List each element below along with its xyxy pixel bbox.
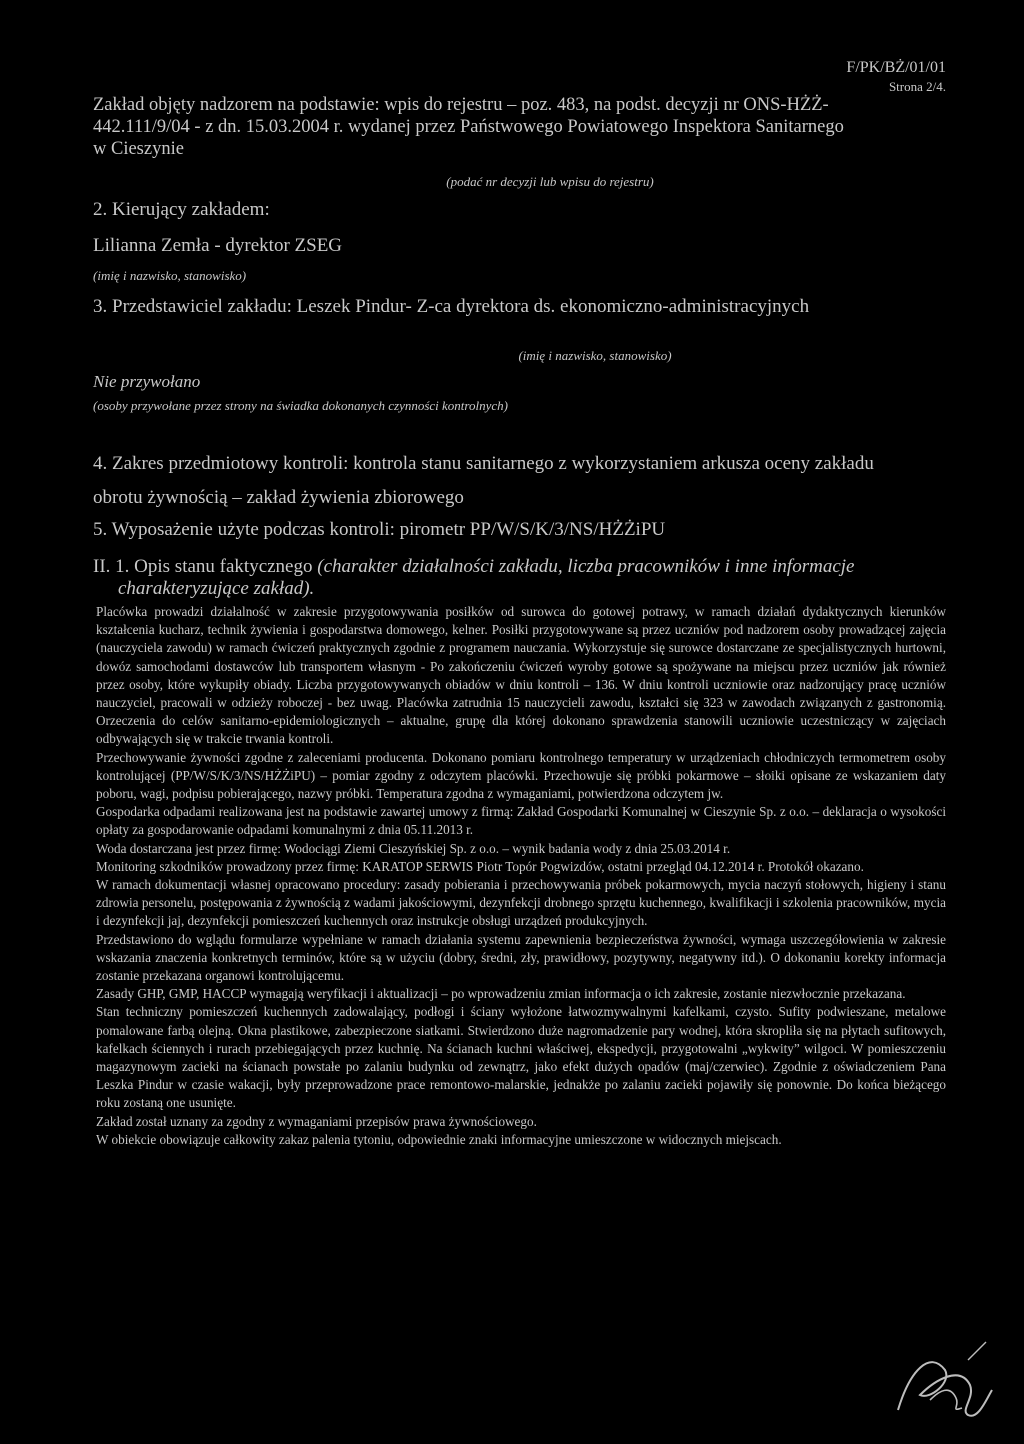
opis-heading	[93, 556, 948, 600]
zakres-line-1: 4. Zakres przedmiotowy kontroli: kontrola stanu sanitarnego z wykorzystaniem arkusza oceny zakładu	[93, 453, 874, 474]
opis-body	[96, 603, 946, 1149]
kierujacy-caption: (imię i nazwisko, stanowisko)	[93, 268, 247, 283]
opis-paragraph: Przechowywanie żywności zgodne z zaleceniami producenta. Dokonano pomiaru kontrolnego temperatury w urządzeniach chłodniczych termometrem osoby kontrolującej (PP/W/S/K/3/NS/HŻŻiPU) – pomiar zgodny z odczytem placówki. Przechowuje się próbki pokarmowe – słoiki opisane ze wskazaniem daty poboru, wagi, podpisu pobierającego, nazwy próbki. Temperatura zgodna z wymaganiami, potwierdzona odczytem jw.	[96, 749, 946, 802]
zaklad-line-1: Zakład objęty nadzorem na podstawie: wpis do rejestru – poz. 483, na podst. decyzji nr ONS-HŻŻ-	[93, 95, 829, 115]
opis-paragraph: Zakład został uznany za zgodny z wymaganiami przepisów prawa żywnościowego.	[96, 1113, 537, 1129]
wyposazenie-line: 5. Wyposażenie użyte podczas kontroli: pirometr PP/W/S/K/3/NS/HŻŻiPU	[93, 519, 666, 540]
opis-paragraph: Przedstawiono do wglądu formularze wypełniane w ramach działania systemu zapewnienia bezpieczeństwa żywności, wymaga uszczegółowienia w zakresie wskazania znaczenia konkretnych terminów, które są w użyciu (dobry, średni, zły, prawidłowy, pozytywny, negatywny itd.). O dokonaniu korekty informacja zostanie przekazana organowi kontrolującemu.	[96, 931, 946, 984]
przedstawiciel-caption: (imię i nazwisko, stanowisko)	[518, 348, 672, 363]
opis-paragraph: W ramach dokumentacji własnej opracowano procedury: zasady pobierania i przechowywania próbek pokarmowych, mycia naczyń stołowych, higieny i stanu zdrowia personelu, postępowania z żywnością z wadami jakościowymi, dezynfekcji drobnego sprzętu kuchennego, kwalifikacji i szkolenia pracowników, mycia i dezynfekcji jaj, dezynfekcji pomieszczeń kuchennych oraz instrukcje obsługi urządzeń produkcyjnych.	[96, 877, 946, 929]
opis-italic-2: charakteryzujące zakład).	[118, 578, 315, 599]
opis-paragraph: Gospodarka odpadami realizowana jest na podstawie zawartej umowy z firmą: Zakład Gospodarki Komunalnej w Cieszynie Sp. z o.o. – deklaracja o wysokości opłaty za gospodarowanie odpadami komunalnymi z dnia 05.11.2013 r.	[96, 804, 946, 838]
document-code: F/PK/BŻ/01/01	[846, 59, 946, 76]
przedstawiciel-label: 3. Przedstawiciel zakładu: Leszek Pindur- Z-ca dyrektora ds. ekonomiczno-administracyjnych	[93, 296, 810, 317]
opis-paragraph: Zasady GHP, GMP, HACCP wymagają weryfikacji i aktualizacji – po wprowadzeniu zmian informacja o ich zakresie, zostanie niezwłocznie przekazana.	[96, 986, 906, 1002]
zaklad-caption: (podać nr decyzji lub wpisu do rejestru)	[446, 174, 654, 189]
zaklad-line-3: w Cieszynie	[93, 139, 184, 159]
opis-label: II. 1. Opis stanu faktycznego	[93, 556, 313, 577]
kierujacy-label: 2. Kierujący zakładem:	[93, 199, 270, 220]
opis-italic: (charakter działalności zakładu, liczba pracowników i inne informacje	[317, 556, 855, 577]
signature-icon	[890, 1340, 1000, 1430]
przywolane-caption: (osoby przywołane przez strony na świadka dokonanych czynności kontrolnych)	[93, 398, 508, 413]
zaklad-line-2: 442.111/9/04 - z dn. 15.03.2004 r. wydanej przez Państwowego Powiatowego Inspektora Sanitarnego	[93, 117, 844, 137]
przywolane-value: Nie przywołano	[93, 372, 201, 391]
document-header	[846, 58, 946, 96]
opis-paragraph: Placówka prowadzi działalność w zakresie przygotowywania posiłków od surowca do gotowej potrawy, w ramach działań dydaktycznych kierunków kształcenia kucharz, technik żywienia i gospodarstwa domowego, kelner. Posiłki przygotowywane są przez uczniów pod nadzorem osoby prowadzącej zajęcia (nauczyciela zawodu) w ramach ćwiczeń praktycznych zgodnie z programem nauczania. Wykorzystuje się surowce dostarczane ze specjalistycznych hurtowni, dowóz samochodami dostawców lub transportem własnym - Po zakończeniu ćwiczeń wyroby gotowe są spożywane na miejscu przez uczniów jak również przez osoby, które wykupiły obiady. Liczba przygotowywanych obiadów w dniu kontroli – 136. W dniu kontroli uczniowie oraz nadzorujący pracę uczniów nauczyciel, pracowali w odzieży roboczej - bez uwag. Placówka zatrudnia 15 nauczycieli zawodu, kształci się 323 w zawodach związanych z gastronomią. Orzeczenia do celów sanitarno-epidemiologicznych – aktualne, grupę dla której dokonano sprawdzenia stanowili uczniowie uczestniczący w zajęciach odbywających się w trakcie trwania kontroli.	[96, 604, 946, 747]
zakres-line-2: obrotu żywnością – zakład żywienia zbiorowego	[93, 487, 464, 508]
page-number: Strona 2/4.	[888, 79, 946, 94]
opis-paragraph: Woda dostarczana jest przez firmę: Wodociągi Ziemi Cieszyńskiej Sp. z o.o. – wynik badania wody z dnia 25.03.2014 r.	[96, 840, 731, 856]
opis-paragraph: Stan techniczny pomieszczeń kuchennych zadowalający, podłogi i ściany wyłożone łatwozmywalnymi kafelkami, czysto. Sufity podwieszane, metalowe pomalowane farbą olejną. Okna plastikowe, zabezpieczone siatkami. Stwierdzono duże nagromadzenie pary wodnej, która skropliła się na płytach sufitowych, kafelkach ściennych i rurach przebiegających przez kuchnię. Na ścianach kuchni właściwej, ekspedycji, przygotowalni „wykwity” wilgoci. W pomieszczeniu magazynowym zacieki na ścianach powstałe po zalaniu budynku od zewnątrz, jako efekt dużych opadów (maj/czerwiec). Zgodnie z oświadczeniem Pana Leszka Pindur w czasie wakacji, były przeprowadzone prace remontowo-malarskie, jednakże po zalaniu zacieki pojawiły się ponownie. Do końca bieżącego roku zostaną one usunięte.	[96, 1004, 946, 1111]
zaklad-section	[93, 94, 948, 160]
opis-paragraph: Monitoring szkodników prowadzony przez firmę: KARATOP SERWIS Piotr Topór Pogwizdów, ostatni przegląd 04.12.2014 r. Protokół okazano.	[96, 858, 864, 874]
opis-paragraph: W obiekcie obowiązuje całkowity zakaz palenia tytoniu, odpowiednie znaki informacyjne umieszczone w widocznych miejscach.	[96, 1131, 782, 1147]
kierujacy-value: Lilianna Zemła - dyrektor ZSEG	[93, 235, 343, 256]
